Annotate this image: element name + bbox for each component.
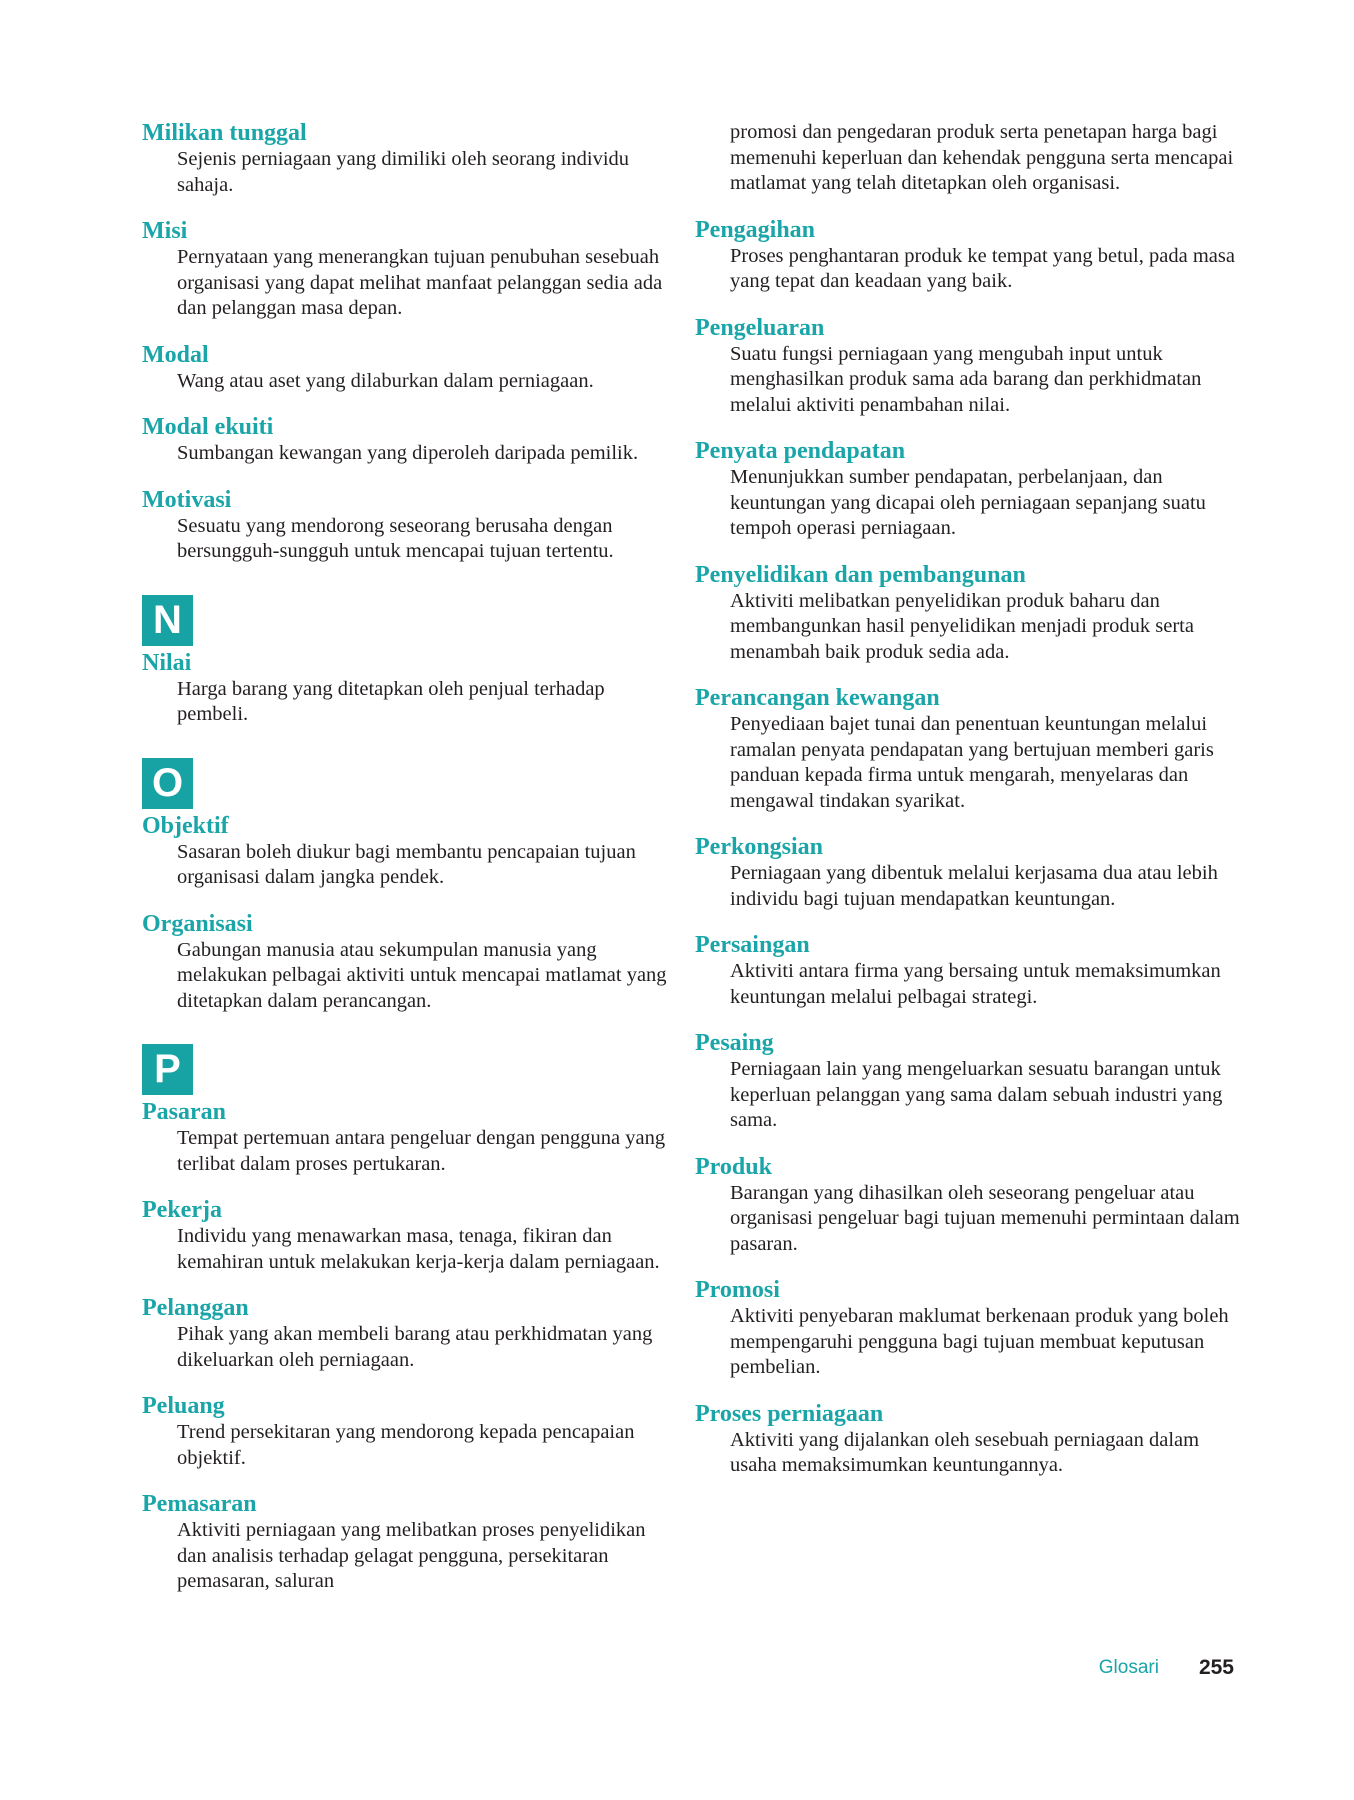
glossary-definition: Suatu fungsi perniagaan yang mengubah input untuk menghasilkan produk sama ada barang dan perkhidmatan melalui aktiviti penambahan nilai. (730, 342, 1202, 416)
glossary-definition: Aktiviti perniagaan yang melibatkan proses penyelidikan dan analisis terhadap gelagat pengguna, persekitaran pemasaran, saluran (177, 1519, 646, 1592)
glossary-entry (695, 1401, 1240, 1479)
glossary-term: Modal ekuiti (142, 414, 274, 440)
glossary-definition: Aktiviti penyebaran maklumat berkenaan produk yang boleh mempengaruhi pengguna bagi tujuan membuat keputusan pembelian. (730, 1305, 1229, 1378)
glossary-entry (142, 120, 672, 198)
glossary-definition: Penyediaan bajet tunai dan penentuan keuntungan melalui ramalan penyata pendapatan yang bertujuan memberi garis panduan kepada firma untuk mengarah, menyelaras dan mengawal tindakan syarikat. (730, 713, 1214, 812)
glossary-definition: Harga barang yang ditetapkan oleh penjual terhadap pembeli. (177, 677, 605, 725)
glossary-term: Pasaran (142, 1099, 226, 1125)
glossary-term: Penyata pendapatan (695, 438, 906, 464)
page-footer (1099, 1653, 1234, 1683)
glossary-entry (695, 315, 1240, 419)
glossary-entry (695, 1277, 1240, 1381)
glossary-left-column (142, 120, 672, 1615)
glossary-term: Persaingan (695, 932, 810, 958)
glossary-definition: Sumbangan kewangan yang diperoleh daripada pemilik. (177, 442, 639, 464)
glossary-definition: Tempat pertemuan antara pengeluar dengan pengguna yang terlibat dalam proses pertukaran. (177, 1127, 666, 1175)
glossary-definition: Sesuatu yang mendorong seseorang berusaha dengan bersungguh-sungguh untuk mencapai tujuan tertentu. (177, 514, 614, 562)
glossary-entry (142, 1099, 672, 1177)
glossary-entry (142, 1393, 672, 1471)
glossary-term: Pesaing (695, 1030, 774, 1056)
footer-section-title: Glosari (1098, 1657, 1159, 1678)
glossary-term: Produk (695, 1153, 772, 1180)
glossary-definition: promosi dan pengedaran produk serta penetapan harga bagi memenuhi keperluan dan kehendak pengguna serta mencapai matlamat yang telah ditetapkan oleh organisasi. (730, 121, 1234, 194)
glossary-entry (142, 911, 672, 1015)
glossary-entry (142, 218, 672, 322)
glossary-definition: Wang atau aset yang dilaburkan dalam perniagaan. (177, 369, 594, 392)
glossary-definition: Aktiviti yang dijalankan oleh sesebuah perniagaan dalam usaha memaksimumkan keuntungannya. (730, 1428, 1200, 1476)
glossary-entry (695, 217, 1240, 295)
glossary-entry (142, 487, 672, 565)
glossary-term: Pengagihan (695, 216, 816, 243)
glossary-term: Milikan tunggal (142, 120, 307, 146)
glossary-definition: Pihak yang akan membeli barang atau perkhidmatan yang dikeluarkan oleh perniagaan. (177, 1323, 653, 1371)
section-letter-n: N (142, 595, 193, 646)
glossary-definition: Perniagaan lain yang mengeluarkan sesuatu barangan untuk keperluan pelanggan yang sama dalam sebuah industri yang sama. (730, 1058, 1223, 1131)
glossary-definition: Menunjukkan sumber pendapatan, perbelanjaan, dan keuntungan yang dicapai oleh perniagaan sepanjang suatu tempoh operasi perniagaan. (730, 466, 1206, 539)
glossary-definition: Gabungan manusia atau sekumpulan manusia yang melakukan pelbagai aktiviti untuk mencapai matlamat yang ditetapkan dalam perancangan. (177, 938, 667, 1012)
glossary-entry (142, 342, 672, 395)
glossary-term: Pengeluaran (695, 314, 825, 341)
section-letter-p: P (142, 1044, 193, 1095)
glossary-entry (142, 1197, 672, 1275)
glossary-definition: Sejenis perniagaan yang dimiliki oleh seorang individu sahaja. (177, 148, 630, 196)
glossary-entry (695, 685, 1240, 814)
glossary-term: Pemasaran (142, 1491, 257, 1517)
glossary-term: Perkongsian (695, 834, 824, 860)
glossary-entry (695, 834, 1240, 912)
glossary-definition: Proses penghantaran produk ke tempat yang betul, pada masa yang tepat dan keadaan yang baik. (730, 244, 1235, 292)
glossary-term: Peluang (142, 1393, 225, 1419)
glossary-entry (695, 438, 1240, 542)
glossary-definition: Pernyataan yang menerangkan tujuan penubuhan sesebuah organisasi yang dapat melihat manfaat pelanggan sedia ada dan pelanggan masa depan. (177, 246, 663, 319)
glossary-definition: Aktiviti melibatkan penyelidikan produk baharu dan membangunkan hasil penyelidikan menjadi produk serta menambah baik produk sedia ada. (730, 589, 1194, 663)
glossary-definition: Aktiviti antara firma yang bersaing untuk memaksimumkan keuntungan melalui pelbagai strategi. (730, 960, 1221, 1008)
glossary-term: Misi (142, 218, 188, 244)
glossary-entry (142, 1295, 672, 1373)
glossary-term: Objektif (142, 812, 229, 839)
glossary-entry (695, 1154, 1240, 1258)
glossary-definition: Trend persekitaran yang mendorong kepada pencapaian objektif. (177, 1421, 635, 1469)
glossary-term: Motivasi (142, 486, 232, 513)
glossary-term: Nilai (142, 649, 192, 676)
glossary-entry (142, 650, 672, 728)
glossary-term: Pekerja (142, 1197, 222, 1223)
glossary-term: Pelanggan (142, 1295, 249, 1321)
glossary-term: Organisasi (142, 910, 253, 937)
glossary-entry (142, 813, 672, 891)
section-letter-o: O (142, 758, 193, 809)
glossary-definition: Sasaran boleh diukur bagi membantu pencapaian tujuan organisasi dalam jangka pendek. (177, 840, 636, 888)
glossary-entry (695, 562, 1240, 666)
glossary-entry (695, 932, 1240, 1010)
glossary-term: Modal (142, 341, 209, 368)
glossary-entry (142, 1491, 672, 1595)
glossary-entry (695, 1030, 1240, 1134)
page-number: 255 (1198, 1656, 1234, 1679)
glossary-definition: Perniagaan yang dibentuk melalui kerjasama dua atau lebih individu bagi tujuan mendapatkan keuntungan. (730, 862, 1218, 910)
glossary-definition: Individu yang menawarkan masa, tenaga, fikiran dan kemahiran untuk melakukan kerja-kerja dalam perniagaan. (177, 1225, 660, 1273)
glossary-entry-continuation (695, 120, 1240, 197)
glossary-term: Proses perniagaan (695, 1400, 884, 1427)
glossary-term: Promosi (695, 1277, 780, 1303)
glossary-term: Penyelidikan dan pembangunan (695, 561, 1026, 588)
glossary-definition: Barangan yang dihasilkan oleh seseorang pengeluar atau organisasi pengeluar bagi tujuan memenuhi permintaan dalam pasaran. (730, 1181, 1240, 1255)
glossary-entry (142, 414, 672, 467)
glossary-term: Perancangan kewangan (695, 685, 940, 711)
glossary-right-column (695, 120, 1240, 1499)
